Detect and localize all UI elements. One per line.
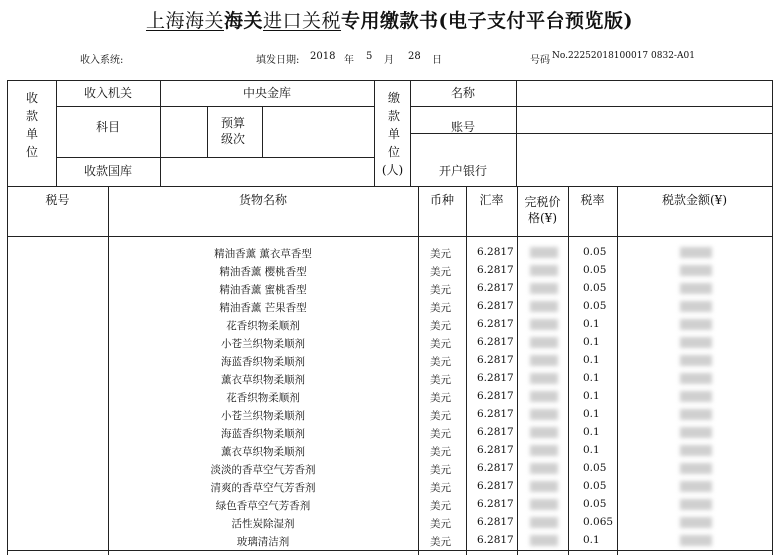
currency: 美元 — [430, 248, 451, 260]
exchange-rate: 6.2817 — [477, 336, 514, 348]
payer-name-label: 名称 — [450, 85, 475, 100]
goods-name: 薰衣草织物柔顺剂 — [221, 446, 305, 458]
exchange-rate: 6.2817 — [477, 318, 514, 330]
exchange-rate: 6.2817 — [477, 426, 514, 438]
exchange-rate: 6.2817 — [477, 480, 514, 492]
subject-label: 科目 — [95, 119, 120, 134]
tax-rate: 0.1 — [583, 426, 600, 438]
payee-unit-label: 收 款 单 位 — [25, 91, 38, 159]
income-authority-value: 中央金库 — [242, 85, 291, 100]
tax-rate: 0.1 — [583, 390, 600, 402]
exchange-rate: 6.2817 — [477, 444, 514, 456]
number-label: 号码 — [530, 55, 550, 66]
fill-date-year: 2018 — [310, 51, 336, 62]
tax-amount-redacted — [680, 427, 712, 438]
table-row — [0, 514, 779, 532]
fill-date-day: 28 — [408, 51, 421, 62]
tax-rate: 0.05 — [583, 300, 607, 312]
tax-amount-redacted — [680, 535, 712, 546]
goods-name: 小苍兰织物柔顺剂 — [221, 338, 305, 350]
goods-name: 薰衣草织物柔顺剂 — [221, 374, 305, 386]
exchange-rate: 6.2817 — [477, 372, 514, 384]
tax-rate: 0.1 — [583, 318, 600, 330]
col-tax-rate: 税率 — [580, 192, 605, 207]
table-row — [0, 262, 779, 280]
table-row — [0, 406, 779, 424]
taxable-price-redacted — [530, 463, 558, 474]
goods-name: 花香织物柔顺剂 — [226, 392, 300, 404]
tax-amount-redacted — [680, 319, 712, 330]
taxable-price-redacted — [530, 391, 558, 402]
currency: 美元 — [430, 428, 451, 440]
currency: 美元 — [430, 464, 451, 476]
tax-rate: 0.1 — [583, 534, 600, 546]
exchange-rate: 6.2817 — [477, 408, 514, 420]
goods-name: 花香织物柔顺剂 — [226, 320, 300, 332]
col-tax-no: 税号 — [45, 192, 70, 207]
table-row — [0, 460, 779, 478]
goods-name: 淡淡的香草空气芳香剂 — [210, 464, 316, 476]
taxable-price-redacted — [530, 535, 558, 546]
tax-amount-redacted — [680, 247, 712, 258]
tax-amount-redacted — [680, 391, 712, 402]
goods-name: 清爽的香草空气芳香剂 — [210, 482, 316, 494]
taxable-price-redacted — [530, 337, 558, 348]
fill-date-label: 填发日期: — [256, 55, 300, 66]
tax-amount-redacted — [680, 265, 712, 276]
currency: 美元 — [430, 320, 451, 332]
tax-rate: 0.05 — [583, 264, 607, 276]
payer-bank-label: 开户银行 — [438, 164, 487, 179]
tax-amount-redacted — [680, 337, 712, 348]
year-label: 年 — [344, 55, 354, 66]
table-row — [0, 298, 779, 316]
tax-rate: 0.1 — [583, 372, 600, 384]
document-title — [0, 6, 779, 33]
exchange-rate: 6.2817 — [477, 354, 514, 366]
taxable-price-redacted — [530, 445, 558, 456]
goods-name: 小苍兰织物柔顺剂 — [221, 410, 305, 422]
tax-rate: 0.05 — [583, 246, 607, 258]
table-row — [0, 388, 779, 406]
tax-rate: 0.1 — [583, 408, 600, 420]
taxable-price-redacted — [530, 427, 558, 438]
exchange-rate: 6.2817 — [477, 300, 514, 312]
currency: 美元 — [430, 500, 451, 512]
table-row — [0, 442, 779, 460]
tax-amount-redacted — [680, 445, 712, 456]
exchange-rate: 6.2817 — [477, 534, 514, 546]
goods-name: 玻璃清洁剂 — [236, 536, 290, 548]
tax-rate: 0.05 — [583, 498, 607, 510]
col-taxable-price: 完税价 格(¥) — [524, 194, 561, 225]
table-row — [0, 280, 779, 298]
budget-level-label: 预算 级次 — [221, 115, 246, 146]
payer-unit-label: 缴 款 单 位 (人) — [381, 91, 404, 177]
tax-amount-redacted — [680, 463, 712, 474]
col-goods-name: 货物名称 — [238, 192, 287, 207]
tax-amount-redacted — [680, 283, 712, 294]
col-tax-amount: 税款金额(¥) — [662, 192, 727, 207]
exchange-rate: 6.2817 — [477, 282, 514, 294]
tax-amount-redacted — [680, 355, 712, 366]
goods-name: 海蓝香织物柔顺剂 — [221, 356, 305, 368]
tax-amount-redacted — [680, 499, 712, 510]
currency: 美元 — [430, 410, 451, 422]
number-value: No.22252018100017 0832-A01 — [552, 51, 695, 61]
exchange-rate: 6.2817 — [477, 498, 514, 510]
goods-name: 精油香薰 薰衣草香型 — [214, 248, 312, 260]
taxable-price-redacted — [530, 265, 558, 276]
taxable-price-redacted — [530, 517, 558, 528]
tax-rate: 0.05 — [583, 282, 607, 294]
tax-amount-redacted — [680, 301, 712, 312]
exchange-rate: 6.2817 — [477, 264, 514, 276]
taxable-price-redacted — [530, 481, 558, 492]
month-label: 月 — [384, 55, 394, 66]
table-row — [0, 316, 779, 334]
goods-name: 绿色香草空气芳香剂 — [215, 500, 311, 512]
exchange-rate: 6.2817 — [477, 462, 514, 474]
income-authority-label: 收入机关 — [83, 85, 132, 100]
currency: 美元 — [430, 518, 451, 530]
currency: 美元 — [430, 374, 451, 386]
table-row — [0, 478, 779, 496]
currency: 美元 — [430, 392, 451, 404]
taxable-price-redacted — [530, 319, 558, 330]
currency: 美元 — [430, 284, 451, 296]
col-exchange-rate: 汇率 — [479, 192, 504, 207]
payer-account-label: 账号 — [450, 119, 475, 134]
goods-name: 海蓝香织物柔顺剂 — [221, 428, 305, 440]
taxable-price-redacted — [530, 247, 558, 258]
col-currency: 币种 — [429, 192, 454, 207]
tax-amount-redacted — [680, 481, 712, 492]
taxable-price-redacted — [530, 283, 558, 294]
goods-name: 活性炭除湿剂 — [231, 518, 295, 530]
table-row — [0, 244, 779, 262]
tax-amount-redacted — [680, 373, 712, 384]
exchange-rate: 6.2817 — [477, 390, 514, 402]
currency: 美元 — [430, 302, 451, 314]
table-row — [0, 424, 779, 442]
tax-rate: 0.1 — [583, 354, 600, 366]
currency: 美元 — [430, 536, 451, 548]
tax-amount-redacted — [680, 517, 712, 528]
title-form-name: 专用缴款书(电子支付平台预览版) — [341, 10, 634, 32]
tax-rate: 0.05 — [583, 462, 607, 474]
currency: 美元 — [430, 356, 451, 368]
currency: 美元 — [430, 482, 451, 494]
currency: 美元 — [430, 266, 451, 278]
treasury-label: 收款国库 — [83, 164, 132, 179]
tax-rate: 0.1 — [583, 444, 600, 456]
taxable-price-redacted — [530, 301, 558, 312]
taxable-price-redacted — [530, 499, 558, 510]
goods-name: 精油香薰 芒果香型 — [219, 302, 307, 314]
title-customs-office: 上海海关 — [145, 10, 224, 32]
tax-amount-redacted — [680, 409, 712, 420]
table-row — [0, 532, 779, 550]
tax-rate: 0.065 — [583, 516, 614, 528]
tax-rate: 0.05 — [583, 480, 607, 492]
table-row — [0, 370, 779, 388]
table-row — [0, 496, 779, 514]
taxable-price-redacted — [530, 409, 558, 420]
income-system-label: 收入系统: — [80, 55, 124, 66]
currency: 美元 — [430, 446, 451, 458]
goods-name: 精油香薰 樱桃香型 — [219, 266, 307, 278]
table-row — [0, 352, 779, 370]
day-label: 日 — [432, 55, 442, 66]
tax-rate: 0.1 — [583, 336, 600, 348]
goods-name: 精油香薰 蜜桃香型 — [219, 284, 307, 296]
title-customs: 海关 — [224, 10, 264, 32]
fill-date-month: 5 — [366, 51, 373, 62]
taxable-price-redacted — [530, 355, 558, 366]
exchange-rate: 6.2817 — [477, 516, 514, 528]
table-row — [0, 334, 779, 352]
taxable-price-redacted — [530, 373, 558, 384]
exchange-rate: 6.2817 — [477, 246, 514, 258]
title-tax-type: 进口关税 — [263, 10, 342, 32]
currency: 美元 — [430, 338, 451, 350]
